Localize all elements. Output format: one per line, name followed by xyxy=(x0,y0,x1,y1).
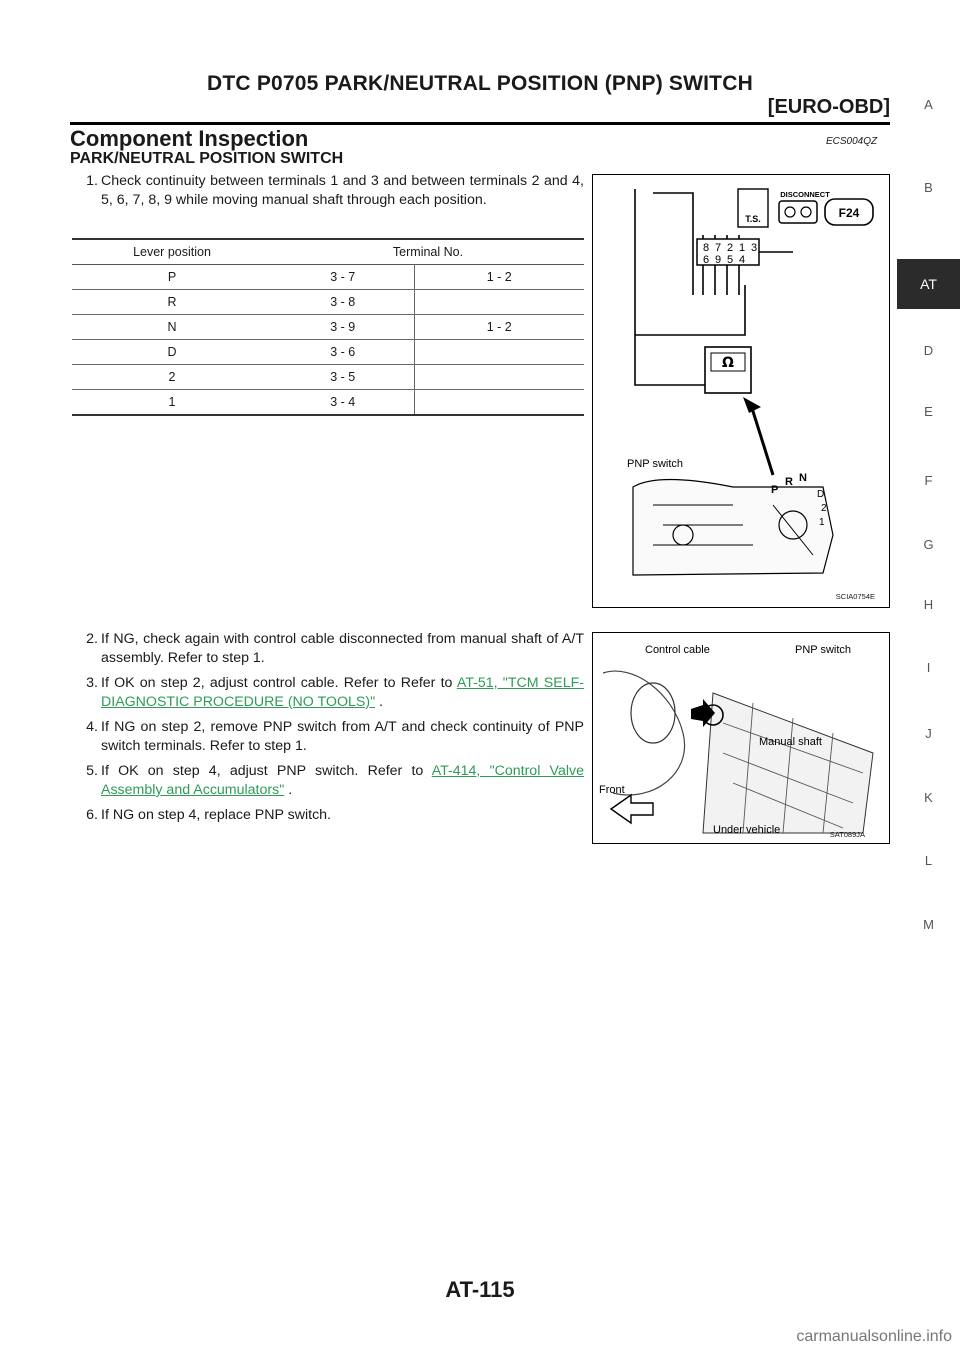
step-2 xyxy=(70,630,584,668)
position-label: P xyxy=(771,484,779,496)
pin-label: 4 xyxy=(739,254,746,266)
step-5 xyxy=(70,762,584,800)
index-tab-i[interactable]: I xyxy=(926,660,931,675)
link-at-414[interactable]: AT-414, "Control Valve Assembly and Accumulators" xyxy=(101,763,584,798)
step-text: If NG, check again with control cable disconnected from manual shaft of A/T assembly. Refer to step 1. xyxy=(101,631,584,666)
terminal-cell xyxy=(414,340,584,365)
step-number: 5. xyxy=(86,763,98,779)
terminal-cell: 3 - 9 xyxy=(330,320,356,334)
col-header-lever-position: Lever position xyxy=(133,245,211,259)
step-number: 3. xyxy=(86,675,98,691)
ohm-symbol: Ω xyxy=(722,355,734,371)
lever-cell: 1 xyxy=(168,395,176,409)
terminal-cell: 3 - 6 xyxy=(330,345,356,359)
under-vehicle-label: Under vehicle xyxy=(713,824,781,836)
step-text: If NG on step 4, replace PNP switch. xyxy=(101,807,331,823)
pnp-switch-inspection-figure xyxy=(592,174,890,608)
position-label: 2 xyxy=(821,503,827,514)
terminal-cell: 1 - 2 xyxy=(414,265,584,290)
terminal-cell xyxy=(414,365,584,390)
disconnect-label: DISCONNECT xyxy=(780,190,830,199)
ts-label: T.S. xyxy=(745,214,761,224)
lever-cell: D xyxy=(167,345,177,359)
under-vehicle-sketch xyxy=(593,633,889,843)
circuit-diagram xyxy=(593,175,889,607)
step-list-2 xyxy=(70,630,584,825)
terminal-cell xyxy=(414,390,584,416)
section-title: Component Inspection xyxy=(70,126,309,151)
lever-cell: P xyxy=(167,270,177,284)
index-tab-e[interactable]: E xyxy=(924,404,933,419)
index-tab-h[interactable]: H xyxy=(923,597,934,612)
terminal-cell: 3 - 8 xyxy=(330,295,356,309)
index-tab-l[interactable]: L xyxy=(924,853,933,868)
figure-code: SCIA0754E xyxy=(835,592,875,601)
front-arrow-icon xyxy=(611,795,653,823)
pnp-switch-label: PNP switch xyxy=(627,458,684,470)
index-tab-j[interactable]: J xyxy=(925,726,932,741)
step-text: If NG on step 2, remove PNP switch from A/T and check continuity of PNP switch terminals. Refer to step 1. xyxy=(101,719,584,754)
pin-label: 9 xyxy=(715,254,722,266)
lever-cell: N xyxy=(167,320,177,334)
position-label: R xyxy=(785,476,793,488)
index-tab-a[interactable]: A xyxy=(924,97,933,112)
pin-label: 8 xyxy=(703,242,710,254)
index-tab-b[interactable]: B xyxy=(924,180,933,195)
pin-label: 3 xyxy=(751,242,758,254)
terminal-cell: 3 - 5 xyxy=(330,370,356,384)
index-tab-d[interactable]: D xyxy=(923,343,934,358)
connector-f24-label: F24 xyxy=(838,206,860,220)
index-tab-g[interactable]: G xyxy=(923,537,934,552)
table-header-row xyxy=(72,239,584,265)
terminal-cell xyxy=(414,290,584,315)
step-text-tail: . xyxy=(284,782,293,798)
col-header-terminal-no: Terminal No. xyxy=(392,245,464,259)
subsection-title: PARK/NEUTRAL POSITION SWITCH xyxy=(70,150,344,167)
index-tab-f[interactable]: F xyxy=(924,473,933,488)
index-tab-m[interactable]: M xyxy=(923,917,934,932)
index-tab-k[interactable]: K xyxy=(924,790,933,805)
pin-label: 1 xyxy=(739,242,746,254)
continuity-table xyxy=(72,238,584,416)
pin-label: 6 xyxy=(703,254,710,266)
table-row xyxy=(72,315,584,340)
lever-cell: R xyxy=(167,295,177,309)
pin-label: 7 xyxy=(715,242,722,254)
table-row xyxy=(72,290,584,315)
table-row xyxy=(72,365,584,390)
position-label: 1 xyxy=(819,517,825,528)
table-row xyxy=(72,390,584,416)
manual-shaft-label: Manual shaft xyxy=(759,736,822,748)
step-1 xyxy=(70,172,584,210)
lever-cell: 2 xyxy=(168,370,176,384)
step-text: If OK on step 4, adjust PNP switch. Refer to xyxy=(101,763,432,779)
step-3 xyxy=(70,674,584,712)
pin-label: 5 xyxy=(727,254,734,266)
step-4 xyxy=(70,718,584,756)
step-list-1 xyxy=(70,172,584,210)
position-label: D xyxy=(817,489,825,500)
control-cable-label: Control cable xyxy=(645,644,710,656)
step-number: 4. xyxy=(86,719,98,735)
step-text-tail: . xyxy=(375,694,383,710)
position-label: N xyxy=(799,472,807,484)
step-text: If OK on step 2, adjust control cable. Refer to Refer to xyxy=(101,675,457,691)
front-label: Front xyxy=(599,784,625,796)
step-text: Check continuity between terminals 1 and 3 and between terminals 2 and 4, 5, 6, 7, 8, 9 while moving manual shaft through each position. xyxy=(101,173,584,208)
document-subtitle: [EURO-OBD] xyxy=(767,96,890,118)
step-number: 6. xyxy=(86,807,98,823)
transmission-sketch xyxy=(633,479,833,575)
step-number: 2. xyxy=(86,631,98,647)
index-tab-at-active[interactable]: AT xyxy=(897,259,960,309)
pnp-switch-label: PNP switch xyxy=(795,644,852,656)
terminal-cell: 3 - 7 xyxy=(330,270,356,284)
link-at-51[interactable]: AT-51, "TCM SELF-DIAGNOSTIC PROCEDURE (NO TOOLS)" xyxy=(101,675,584,710)
document-title: DTC P0705 PARK/NEUTRAL POSITION (PNP) SWITCH xyxy=(207,72,753,95)
under-vehicle-figure xyxy=(592,632,890,844)
step-number: 1. xyxy=(86,173,98,189)
table-row xyxy=(72,340,584,365)
terminal-cell: 1 - 2 xyxy=(414,315,584,340)
section-code: ECS004QZ xyxy=(826,136,878,147)
page-number: AT-115 xyxy=(445,1277,515,1302)
table-row xyxy=(72,265,584,290)
figure-code: SAT089JA xyxy=(829,830,865,839)
header-divider xyxy=(70,122,890,125)
terminal-cell: 3 - 4 xyxy=(330,395,356,409)
watermark: carmanualsonline.info xyxy=(796,1328,952,1345)
step-6 xyxy=(70,806,584,825)
pin-label: 2 xyxy=(727,242,734,254)
